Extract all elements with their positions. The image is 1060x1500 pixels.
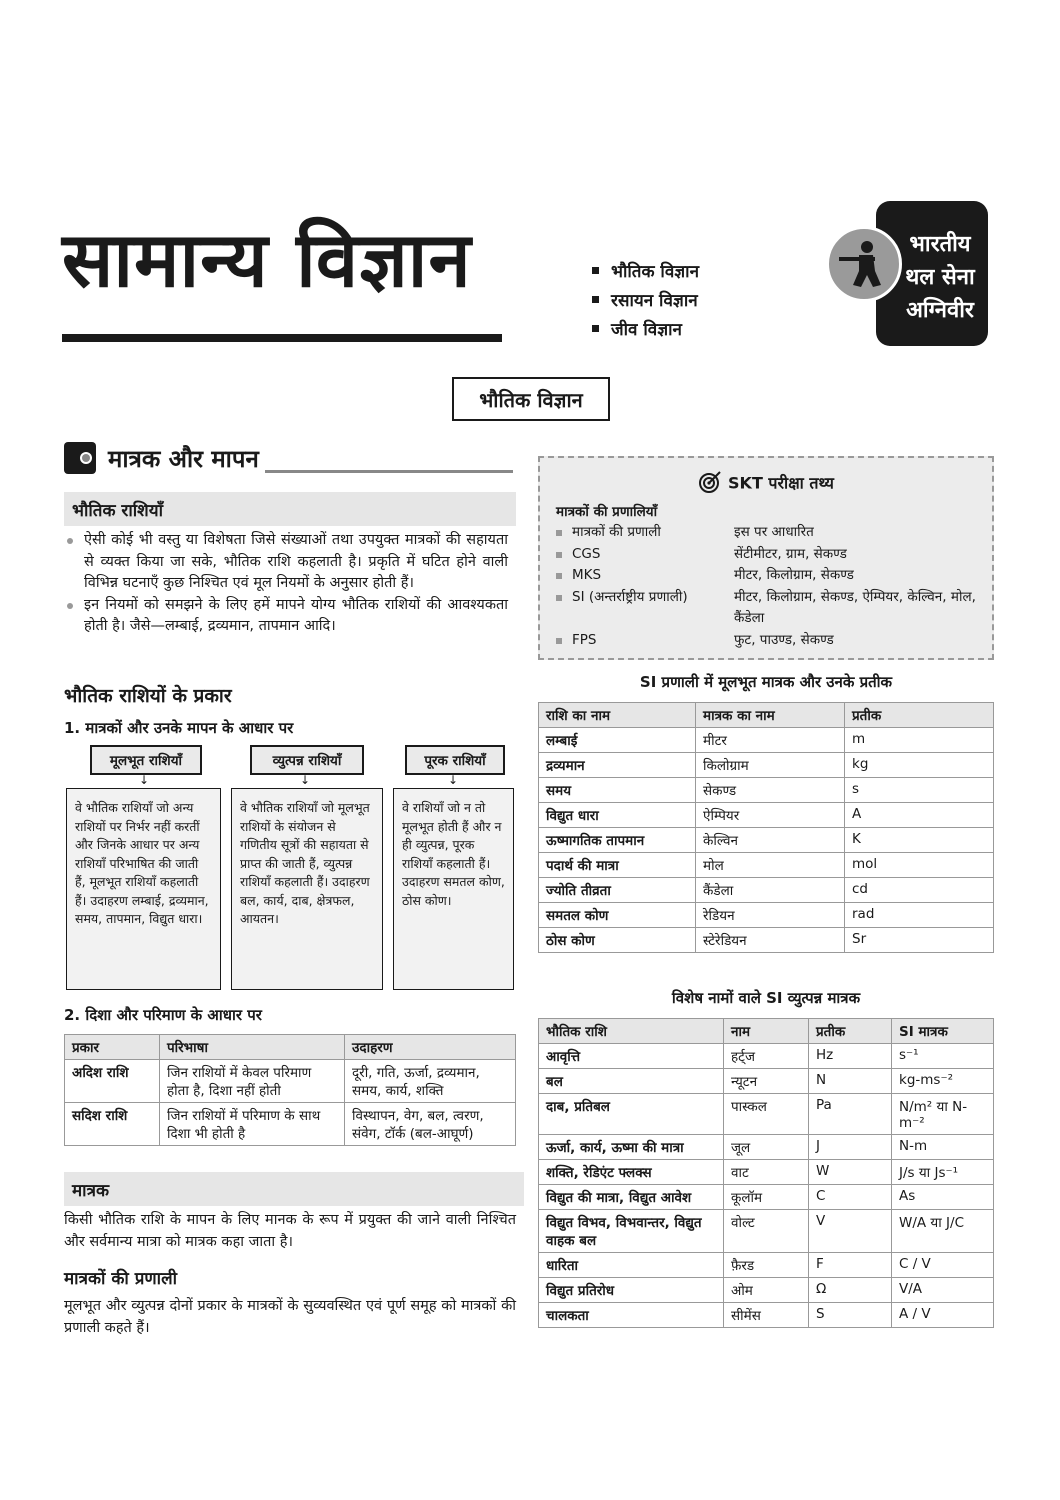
table-row: द्रव्यमान किलोग्राम kg [539,753,994,778]
table-row: चालकता सीमेंस S A / V [539,1303,994,1328]
table-row: समतल कोण रेडियन rad [539,903,994,928]
bullet-point: ऐसी कोई भी वस्तु या विशेषता जिसे संख्याओं तथा उपयुक्त मात्रकों की सहायता से व्यक्त किया जा सके, भौतिक राशि कहलाती है। प्रकृति में घटित होने वाली विभिन्न घटनाएँ कुछ निश्चित एवं मूल नियमों के अनुसार होती हैं। [64,530,508,595]
table-row: धारिता फ़ैरड F C / V [539,1253,994,1278]
supplementary-box: वे राशियाँ जो न तो मूलभूत होती हैं और न ही व्युत्पन्न, पूरक राशियाँ कहलाती हैं। उदाहरण समतल कोण, ठोस कोण। [393,788,514,990]
chapter-bullet-icon [64,442,96,474]
page-title: सामान्य विज्ञान [62,215,472,304]
list-item: FPS फुट, पाउण्ड, सेकण्ड [556,630,986,652]
skt-title: SKT परीक्षा तथ्य [538,470,994,498]
table-row: शक्ति, रेडिएंट फ्लक्स वाट W J/s या Js⁻¹ [539,1160,994,1185]
table-row: बल न्यूटन N kg-ms⁻² [539,1069,994,1094]
title-underline [62,334,502,342]
si-base-table [538,702,994,953]
table-row: ज्योति तीव्रता कैंडेला cd [539,878,994,903]
down-arrow-icon: ↓ [447,773,459,787]
target-icon [698,470,722,498]
si-base-caption: SI प्रणाली में मूलभूत मात्रक और उनके प्रतीक [639,673,893,691]
skt-subtitle: मात्रकों की प्रणालियाँ [556,504,658,520]
table-header-row: राशि का नाम मात्रक का नाम प्रतीक [539,703,994,728]
table-row: विद्युत विभव, विभवान्तर, विद्युत वाहक बल वोल्ट V W/A या J/C [539,1210,994,1253]
subject-item: जीव विज्ञान [592,314,699,343]
badge-text: भारतीय थल सेना अग्निवीर [905,232,975,323]
subject-item: रसायन विज्ञान [592,285,699,314]
table-row: समय सेकण्ड s [539,778,994,803]
chapter-rule [265,470,513,473]
table-header-row: प्रकार परिभाषा उदाहरण [65,1035,516,1060]
table-row: ऊर्जा, कार्य, ऊष्मा की मात्रा जूल J N-m [539,1135,994,1160]
chapter-title: मात्रक और मापन [108,445,259,473]
basis-1-heading: 1. मात्रकों और उनके मापन के आधार पर [64,719,294,737]
types-heading: भौतिक राशियों के प्रकार [64,685,232,707]
square-bullet-icon [592,267,599,274]
physical-quantities-points [64,530,508,638]
table-row: आवृत्ति हर्ट्ज Hz s⁻¹ [539,1044,994,1069]
list-item: SI (अन्तर्राष्ट्रीय प्रणाली) मीटर, किलोग्राम, सेकण्ड, ऐम्पियर, केल्विन, मोल, कैंडेला [556,587,986,630]
basis-2-heading: 2. दिशा और परिमाण के आधार पर [64,1006,262,1024]
scalar-vector-table [64,1034,516,1146]
down-arrow-icon: ↓ [299,773,311,787]
subject-item: भौतिक विज्ञान [592,256,699,285]
table-row: विद्युत की मात्रा, विद्युत आवेश कूलॉम C As [539,1185,994,1210]
square-bullet-icon [592,296,599,303]
list-item: MKS मीटर, किलोग्राम, सेकण्ड [556,565,986,587]
supplementary-label: पूरक राशियाँ [405,745,505,775]
system-heading: मात्रकों की प्रणाली [64,1269,178,1289]
subject-list [592,256,699,343]
down-arrow-icon: ↓ [138,773,150,787]
table-header-row: भौतिक राशि नाम प्रतीक SI मात्रक [539,1019,994,1044]
fundamental-label: मूलभूत राशियाँ [90,745,202,775]
table-row: विद्युत धारा ऐम्पियर A [539,803,994,828]
table-row: ऊष्मागतिक तापमान केल्विन K [539,828,994,853]
table-row: सदिश राशि जिन राशियों में परिमाण के साथ दिशा भी होती है विस्थापन, वेग, बल, त्वरण, संवेग, टॉर्क (बल-आघूर्ण) [65,1103,516,1146]
table-row: दाब, प्रतिबल पास्कल Pa N/m² या N-m⁻² [539,1094,994,1135]
table-row: विद्युत प्रतिरोध ओम Ω V/A [539,1278,994,1303]
unit-heading: मात्रक [64,1172,524,1206]
physical-quantities-heading: भौतिक राशियाँ [64,492,516,526]
table-row: लम्बाई मीटर m [539,728,994,753]
table-row: पदार्थ की मात्रा मोल mol [539,853,994,878]
table-row: ठोस कोण स्टेरेडियन Sr [539,928,994,953]
derived-label: व्युत्पन्न राशियाँ [250,745,364,775]
soldier-icon [826,226,902,302]
unit-definition: किसी भौतिक राशि के मापन के लिए मानक के रूप में प्रयुक्त की जाने वाली निश्चित और सर्वमान्य मात्रा को मात्रक कहा जाता है। [64,1212,516,1250]
section-heading: भौतिक विज्ञान [452,377,610,421]
list-item: CGS सेंटीमीटर, ग्राम, सेकण्ड [556,544,986,566]
derived-box: वे भौतिक राशियाँ जो मूलभूत राशियों के संयोजन से गणितीय सूत्रों की सहायता से प्राप्त की जाती हैं, व्युत्पन्न राशियाँ कहलाती हैं। उदाहरण बल, कार्य, दाब, क्षेत्रफल, आयतन। [231,788,383,990]
si-derived-table [538,1018,994,1328]
table-row: अदिश राशि जिन राशियों में केवल परिमाण होता है, दिशा नहीं होती दूरी, गति, ऊर्जा, द्रव्यमान, समय, कार्य, शक्ति [65,1060,516,1103]
list-item: मात्रकों की प्रणाली इस पर आधारित [556,522,986,544]
system-definition: मूलभूत और व्युत्पन्न दोनों प्रकार के मात्रकों के सुव्यवस्थित एवं पूर्ण समूह को मात्रकों की प्रणाली कहते हैं। [64,1298,516,1336]
bullet-point: इन नियमों को समझने के लिए हमें मापने योग्य भौतिक राशियों की आवश्यकता होती है। जैसे—लम्बाई, द्रव्यमान, तापमान आदि। [64,595,508,638]
square-bullet-icon [592,325,599,332]
skt-system-list [556,522,986,651]
si-derived-caption: विशेष नामों वाले SI व्युत्पन्न मात्रक [671,989,861,1007]
fundamental-box: वे भौतिक राशियाँ जो अन्य राशियों पर निर्भर नहीं करतीं और जिनके आधार पर अन्य राशियाँ परिभाषित की जाती हैं, मूलभूत राशियाँ कहलाती हैं। उदाहरण लम्बाई, द्रव्यमान, समय, तापमान, विद्युत धारा। [66,788,221,990]
